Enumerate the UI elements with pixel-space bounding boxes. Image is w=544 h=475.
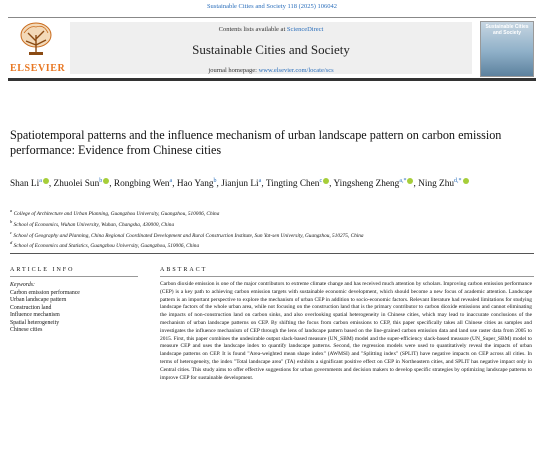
abstract-text: Carbon dioxide emission is one of the major contributors to extreme climate change and has received much attention by scholars. Improving carbon emission performance (CEP) is a key path to achieving carbon emission targets with sustainable economic development, which should become a new focus of academic attention. Landscape pattern is an important perspective to explore the mechanism of urban CEP in addition to socio-economic factors. Relevant literature had revealed limitations for studying landscape factors of the whole urban area, while not focusing on the construction land that is the primary contributor to carbon dioxide emissions and cannot eliminating the impacts of non-construction land on carbon sinks, and also overlooking spatial heterogeneity in Chinese cities, which may lead to inaccurate conclusions of the mechanism of urban landscape patterns on CEP. By shifting the focus from carbon emissions to CEP, this paper specifically takes all Chinese cities as samples and investigates the influence mechanism of CEP through the lens of landscape pattern based on the line-grained carbon emission data and land use raster data from 2005 to 2015. First, this paper combines the undesirable output slack-based measure (UN_SBM) model and the super-efficiency slack-based measure (UN_Super_SBM) model to measure CEP and uses the landscape index to quantify landscape patterns. Second, the regression models were used to quantitatively reveal the impacts of urban landscape patterns on CEP. It is found "Area-weighted mean shape index" (AWMSI) and "Splitting index" (SPLIT) have negative impacts on CEP across all cities. In terms of heterogeneity, the index "Total landscape area" (TA) exhibits a significant positive effect on CEP in Northeastern cities, and SPLIT has negative impact only in Central cities. This study aims to offer effective suggestions for urban governments and decision makers to develop specific strategies by optimizing landscape patterns to improve CEP for sustainable development. bbox=[160, 281, 532, 381]
author-affiliation-mark[interactable]: a bbox=[39, 178, 42, 184]
author[interactable] bbox=[54, 179, 110, 189]
journal-header bbox=[8, 17, 536, 81]
sciencedirect-link[interactable]: ScienceDirect bbox=[286, 26, 324, 33]
affiliation-line bbox=[10, 229, 530, 240]
affiliation-line bbox=[10, 218, 530, 229]
author[interactable] bbox=[114, 179, 172, 189]
author-list bbox=[10, 174, 520, 191]
author-name: Zhuolei Sun bbox=[53, 179, 100, 190]
author-name: Hao Yang bbox=[176, 179, 214, 190]
elsevier-logo[interactable] bbox=[10, 19, 66, 75]
contents-prefix: Contents lists available at bbox=[218, 26, 286, 33]
keyword-item: Influence mechanism bbox=[10, 312, 60, 319]
author-separator: , bbox=[109, 179, 114, 190]
author-affiliation-mark[interactable]: a,* bbox=[399, 178, 407, 184]
affiliation-mark: a bbox=[10, 208, 13, 213]
author-affiliation-mark[interactable]: a bbox=[258, 178, 262, 184]
affiliation-text: School of Economics, Wuhan University, Wuhan, Changsha, 430000, China bbox=[12, 221, 175, 228]
author-separator: , bbox=[48, 179, 54, 190]
author[interactable] bbox=[333, 179, 413, 189]
keyword-item: Construction land bbox=[10, 304, 52, 311]
affiliation-line bbox=[10, 207, 530, 218]
orcid-icon[interactable] bbox=[463, 178, 469, 184]
author-affiliation-mark[interactable]: b bbox=[213, 178, 217, 184]
citation-line[interactable]: Sustainable Cities and Society 118 (2025) 106042 bbox=[206, 3, 338, 10]
homepage-line bbox=[70, 67, 472, 74]
article-info-rule bbox=[10, 276, 138, 277]
author[interactable] bbox=[10, 179, 49, 189]
author-separator: , bbox=[413, 179, 419, 190]
keyword-item: Spatial heterogeneity bbox=[10, 319, 60, 326]
affiliation-text: School of Economics and Statistics, Guangzhou University, Guangzhou, 510006, China bbox=[12, 243, 200, 250]
author-name: Jianjun Li bbox=[221, 179, 259, 190]
author[interactable] bbox=[221, 179, 261, 189]
author-separator: , bbox=[261, 179, 266, 190]
affiliation-text: School of Geography and Planning, China Regional Coordinated Development and Rural Construction Institute, Sun Yat-sen University, Guangzhou, 510275, China bbox=[12, 232, 364, 239]
keyword-item: Urban landscape pattern bbox=[10, 297, 67, 304]
author-name: Tingting Chen bbox=[265, 179, 320, 190]
author-name: Ning Zhu bbox=[418, 179, 455, 190]
keywords-label: Keywords: bbox=[10, 282, 35, 288]
affiliation-mark: d bbox=[10, 240, 13, 246]
author-affiliation-mark[interactable]: d,* bbox=[454, 178, 462, 184]
abstract-rule bbox=[160, 276, 534, 277]
author[interactable] bbox=[177, 179, 217, 189]
author-affiliation-mark[interactable]: a bbox=[169, 178, 173, 184]
article-info-heading: ARTICLE INFO bbox=[10, 267, 75, 273]
author-separator: , bbox=[172, 179, 177, 190]
author-name: Shan Li bbox=[10, 179, 40, 190]
author[interactable] bbox=[266, 179, 329, 189]
keyword-item: Carbon emission performance bbox=[10, 290, 80, 296]
elsevier-wordmark: ELSEVIER bbox=[10, 63, 66, 74]
author-separator: , bbox=[329, 179, 334, 190]
article-title: Spatiotemporal patterns and the influence mechanism of urban landscape pattern on carbon emission performance: Evidence from Chinese cities bbox=[10, 128, 502, 157]
contents-line bbox=[70, 26, 472, 33]
cover-title: Sustainable Cities and Society bbox=[485, 24, 529, 36]
homepage-prefix: journal homepage: bbox=[208, 67, 257, 74]
abstract-heading: ABSTRACT bbox=[160, 267, 208, 273]
affiliation-mark: c bbox=[10, 229, 12, 235]
author-name: Rongbing Wen bbox=[113, 179, 170, 190]
author-separator: , bbox=[216, 179, 222, 190]
journal-name: Sustainable Cities and Society bbox=[192, 42, 350, 57]
elsevier-tree-icon bbox=[18, 21, 54, 57]
author-affiliation-mark[interactable]: b bbox=[99, 178, 103, 184]
journal-homepage-link[interactable]: www.elsevier.com/locate/scs bbox=[258, 67, 334, 74]
author[interactable] bbox=[418, 179, 468, 189]
journal-banner bbox=[70, 22, 472, 74]
keyword-item: Chinese cities bbox=[10, 327, 43, 334]
affiliation-line bbox=[10, 239, 530, 250]
affiliation-mark: b bbox=[10, 218, 13, 224]
section-divider bbox=[10, 253, 534, 254]
journal-cover-thumbnail[interactable] bbox=[480, 21, 534, 77]
keywords-list bbox=[10, 290, 80, 334]
affiliation-text: College of Architecture and Urban Planning, Guangzhou University, Guangzhou, 510006, China bbox=[12, 210, 220, 217]
author-affiliation-mark[interactable]: c bbox=[319, 178, 323, 184]
author-name: Yingsheng Zheng bbox=[333, 179, 400, 190]
affiliations bbox=[10, 207, 530, 250]
